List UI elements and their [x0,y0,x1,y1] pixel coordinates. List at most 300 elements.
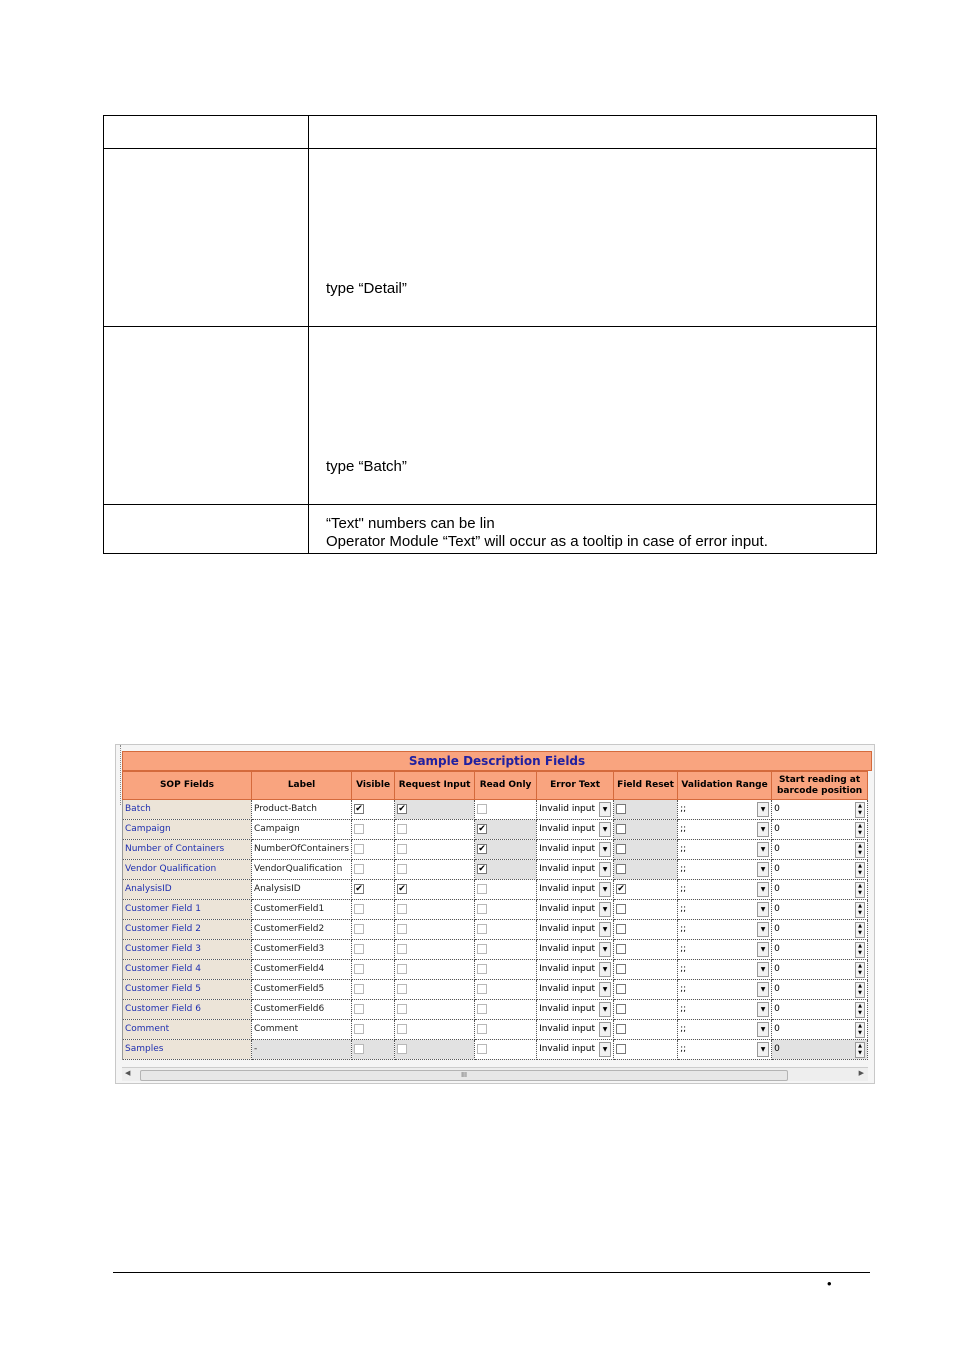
table-row [123,840,868,860]
sop-field-cell: Number of Containers [123,840,252,860]
validation-range-value: ;; [680,1004,687,1014]
table-row [123,1040,868,1060]
chevron-down-icon[interactable]: ▼ [599,922,611,937]
text-row-line-2: Operator Module “Text” will occur as a tooltip in case of error input. [326,533,768,550]
chevron-down-icon[interactable]: ▼ [599,802,611,817]
field-reset-cell [614,980,678,1000]
start-position-cell [772,1020,868,1040]
footer-rule [113,1272,870,1273]
request-input-cell [395,1020,475,1040]
start-position-value: 0 [774,904,780,914]
chevron-down-icon[interactable]: ▼ [757,802,769,817]
validation-range-value: ;; [680,884,687,894]
start-position-cell [772,1000,868,1020]
field-reset-checkbox[interactable] [616,964,626,974]
read-only-checkbox[interactable] [477,1044,487,1054]
read-only-cell [475,1040,537,1060]
field-reset-checkbox[interactable] [616,944,626,954]
visible-checkbox[interactable] [354,1044,364,1054]
table-row [123,920,868,940]
error-text-cell [537,860,614,880]
table-row [123,1000,868,1020]
read-only-cell [475,960,537,980]
field-reset-checkbox[interactable] [616,1024,626,1034]
validation-range-value: ;; [680,824,687,834]
field-reset-checkbox[interactable] [616,824,626,834]
error-text-dropdown[interactable] [539,900,611,919]
chevron-down-icon[interactable]: ▼ [757,1022,769,1037]
field-reset-checkbox[interactable] [616,904,626,914]
chevron-down-icon[interactable]: ▼ [757,1002,769,1017]
request-input-cell [395,1000,475,1020]
start-position-stepper[interactable] [774,1000,865,1019]
label-input[interactable]: - [252,1040,352,1060]
field-reset-cell [614,1000,678,1020]
spin-arrows-icon[interactable]: ▲ ▼ [855,982,865,998]
spin-arrows-icon[interactable]: ▲ ▼ [855,882,865,898]
spin-arrows-icon[interactable]: ▲ ▼ [855,862,865,878]
error-text-dropdown[interactable] [539,940,611,959]
visible-cell [352,840,395,860]
horizontal-scrollbar[interactable] [122,1067,868,1081]
grid-title: Sample Description Fields [122,751,872,771]
batch-type-text: type “Batch” [326,458,407,475]
start-position-cell [772,940,868,960]
label-input[interactable]: CustomerField1 [252,900,352,920]
start-position-stepper[interactable] [774,1040,865,1059]
visible-checkbox[interactable] [354,924,364,934]
validation-range-value: ;; [680,924,687,934]
error-text-cell [537,840,614,860]
chevron-down-icon[interactable]: ▼ [599,882,611,897]
chevron-down-icon[interactable]: ▼ [599,822,611,837]
start-position-stepper[interactable] [774,900,865,919]
validation-range-value: ;; [680,984,687,994]
sop-field-cell: Vendor Qualification [123,860,252,880]
visible-checkbox[interactable] [354,944,364,954]
start-position-stepper[interactable] [774,920,865,939]
visible-cell [352,800,395,820]
header-cell-2 [309,116,877,149]
sop-field-cell: Samples [123,1040,252,1060]
visible-cell [352,900,395,920]
field-reset-checkbox[interactable]: ✔ [617,883,625,894]
text-row [104,505,877,554]
column-header[interactable]: Visible [352,772,395,800]
request-input-cell [395,960,475,980]
error-text-dropdown[interactable] [539,840,611,859]
field-reset-cell [614,1040,678,1060]
read-only-cell [475,880,537,900]
field-reset-cell [614,820,678,840]
read-only-cell [475,860,537,880]
spin-arrows-icon[interactable]: ▲ ▼ [855,902,865,918]
request-input-checkbox[interactable] [397,844,407,854]
error-text-dropdown[interactable] [539,860,611,879]
error-text-cell [537,920,614,940]
spin-arrows-icon[interactable]: ▲ ▼ [855,822,865,838]
request-input-cell [395,940,475,960]
chevron-down-icon[interactable]: ▼ [757,942,769,957]
label-input[interactable]: CustomerField3 [252,940,352,960]
error-text-dropdown[interactable] [539,1020,611,1039]
request-input-checkbox[interactable] [397,1044,407,1054]
request-input-checkbox[interactable] [397,984,407,994]
start-position-cell [772,900,868,920]
start-position-stepper[interactable] [774,820,865,839]
visible-checkbox[interactable] [354,824,364,834]
validation-range-dropdown[interactable] [680,940,769,959]
sop-field-cell: Customer Field 4 [123,960,252,980]
start-position-value: 0 [774,944,780,954]
validation-range-cell [678,1000,772,1020]
request-input-checkbox[interactable] [397,904,407,914]
read-only-checkbox[interactable]: ✔ [478,823,486,834]
table-row [123,820,868,840]
spin-arrows-icon[interactable]: ▲ ▼ [855,922,865,938]
visible-checkbox[interactable]: ✔ [355,803,363,814]
spin-arrows-icon[interactable]: ▲ ▼ [855,802,865,818]
column-header[interactable]: Start reading at barcode position [772,772,868,800]
request-input-checkbox[interactable]: ✔ [398,803,406,814]
visible-checkbox[interactable] [354,864,364,874]
error-text-value: Invalid input [539,824,596,834]
field-reset-cell [614,920,678,940]
chevron-down-icon[interactable]: ▼ [757,862,769,877]
table-row [123,980,868,1000]
start-position-stepper[interactable] [774,860,865,879]
start-position-cell [772,960,868,980]
start-position-stepper[interactable] [774,960,865,979]
error-text-dropdown[interactable] [539,820,611,839]
sop-field-cell: Customer Field 3 [123,940,252,960]
chevron-down-icon[interactable]: ▼ [599,902,611,917]
field-reset-checkbox[interactable] [616,984,626,994]
chevron-down-icon[interactable]: ▼ [599,1022,611,1037]
validation-range-dropdown[interactable] [680,960,769,979]
spin-arrows-icon[interactable]: ▲ ▼ [855,1022,865,1038]
field-reset-cell [614,1020,678,1040]
error-text-value: Invalid input [539,1004,596,1014]
column-header[interactable]: Error Text [537,772,614,800]
validation-range-value: ;; [680,904,687,914]
field-reset-checkbox[interactable] [616,924,626,934]
error-text-cell [537,940,614,960]
start-position-stepper[interactable] [774,940,865,959]
read-only-checkbox[interactable] [477,964,487,974]
error-text-value: Invalid input [539,984,596,994]
start-position-value: 0 [774,864,780,874]
validation-range-dropdown[interactable] [680,900,769,919]
visible-checkbox[interactable] [354,964,364,974]
read-only-checkbox[interactable] [477,924,487,934]
error-text-value: Invalid input [539,1044,596,1054]
chevron-down-icon[interactable]: ▼ [599,862,611,877]
validation-range-value: ;; [680,804,687,814]
validation-range-value: ;; [680,964,687,974]
error-text-dropdown[interactable] [539,980,611,999]
scroll-thumb[interactable]: III [140,1070,788,1081]
error-text-value: Invalid input [539,904,596,914]
read-only-cell [475,980,537,1000]
table-row [123,860,868,880]
validation-range-dropdown[interactable] [680,920,769,939]
error-text-dropdown[interactable] [539,1040,611,1059]
table-header-row [104,116,877,149]
table-row [123,1020,868,1040]
read-only-checkbox[interactable] [477,1004,487,1014]
start-position-value: 0 [774,984,780,994]
label-input[interactable]: Comment [252,1020,352,1040]
spin-arrows-icon[interactable]: ▲ ▼ [855,1042,865,1058]
spin-arrows-icon[interactable]: ▲ ▼ [855,1002,865,1018]
validation-range-cell [678,940,772,960]
chevron-down-icon[interactable]: ▼ [757,962,769,977]
start-position-value: 0 [774,884,780,894]
label-input[interactable]: CustomerField6 [252,1000,352,1020]
start-position-value: 0 [774,804,780,814]
read-only-cell [475,900,537,920]
label-input[interactable]: CustomerField2 [252,920,352,940]
header-cell-1 [104,116,309,149]
request-input-checkbox[interactable] [397,944,407,954]
validation-range-dropdown[interactable] [680,820,769,839]
start-position-cell [772,880,868,900]
label-input[interactable]: AnalysisID [252,880,352,900]
read-only-checkbox[interactable] [477,1024,487,1034]
read-only-cell [475,940,537,960]
field-reset-cell [614,840,678,860]
chevron-down-icon[interactable]: ▼ [757,922,769,937]
table-row [123,800,868,820]
error-text-dropdown[interactable] [539,920,611,939]
text-row-line-1: “Text" numbers can be lin [326,515,495,532]
start-position-value: 0 [774,1004,780,1014]
field-reset-checkbox[interactable] [616,804,626,814]
read-only-checkbox[interactable]: ✔ [478,863,486,874]
error-text-dropdown[interactable] [539,960,611,979]
scroll-right-icon[interactable]: ▶ [858,1070,864,1077]
validation-range-value: ;; [680,844,687,854]
read-only-cell [475,1020,537,1040]
spin-arrows-icon[interactable]: ▲ ▼ [855,962,865,978]
validation-range-value: ;; [680,1044,687,1054]
chevron-down-icon[interactable]: ▼ [757,822,769,837]
visible-cell [352,1020,395,1040]
start-position-value: 0 [774,964,780,974]
start-position-value: 0 [774,824,780,834]
sop-field-cell: Customer Field 2 [123,920,252,940]
chevron-down-icon[interactable]: ▼ [757,902,769,917]
validation-range-cell [678,980,772,1000]
validation-range-dropdown[interactable] [680,800,769,819]
request-input-checkbox[interactable] [397,864,407,874]
column-header[interactable]: Field Reset [614,772,678,800]
table-row [123,880,868,900]
validation-range-dropdown[interactable] [680,980,769,999]
chevron-down-icon[interactable]: ▼ [757,882,769,897]
visible-cell [352,940,395,960]
spin-arrows-icon[interactable]: ▲ ▼ [855,842,865,858]
read-only-checkbox[interactable]: ✔ [478,843,486,854]
sample-fields-grid [122,771,868,1060]
read-only-checkbox[interactable] [477,944,487,954]
table-row [123,900,868,920]
sop-field-cell: AnalysisID [123,880,252,900]
validation-range-dropdown[interactable] [680,1040,769,1059]
validation-range-dropdown[interactable] [680,1000,769,1019]
spin-arrows-icon[interactable]: ▲ ▼ [855,942,865,958]
field-reset-cell [614,960,678,980]
request-input-cell [395,840,475,860]
start-position-cell [772,860,868,880]
visible-checkbox[interactable] [354,1004,364,1014]
detail-row [104,149,877,327]
read-only-cell [475,920,537,940]
validation-range-cell [678,840,772,860]
validation-range-dropdown[interactable] [680,840,769,859]
grid-header-row [123,772,868,800]
validation-range-dropdown[interactable] [680,880,769,899]
chevron-down-icon[interactable]: ▼ [599,962,611,977]
validation-range-cell [678,900,772,920]
error-text-value: Invalid input [539,844,596,854]
request-input-checkbox[interactable]: ✔ [398,883,406,894]
chevron-down-icon[interactable]: ▼ [599,982,611,997]
start-position-cell [772,1040,868,1060]
error-text-cell [537,820,614,840]
visible-checkbox[interactable] [354,904,364,914]
visible-cell [352,920,395,940]
error-text-cell [537,960,614,980]
start-position-cell [772,800,868,820]
label-input[interactable]: CustomerField4 [252,960,352,980]
visible-checkbox[interactable]: ✔ [355,883,363,894]
request-input-checkbox[interactable] [397,824,407,834]
field-reset-cell [614,880,678,900]
field-reset-checkbox[interactable] [616,1044,626,1054]
field-reset-checkbox[interactable] [616,1004,626,1014]
chevron-down-icon[interactable]: ▼ [757,842,769,857]
table-row [123,960,868,980]
chevron-down-icon[interactable]: ▼ [757,1042,769,1057]
validation-range-value: ;; [680,1024,687,1034]
read-only-cell [475,840,537,860]
sop-field-cell: Comment [123,1020,252,1040]
request-input-checkbox[interactable] [397,924,407,934]
validation-range-cell [678,1040,772,1060]
error-text-value: Invalid input [539,884,596,894]
validation-range-dropdown[interactable] [680,1020,769,1039]
request-input-checkbox[interactable] [397,964,407,974]
table-row [123,940,868,960]
read-only-checkbox[interactable] [477,884,487,894]
error-text-cell [537,1020,614,1040]
detail-row-name-cell [104,149,309,327]
error-text-value: Invalid input [539,944,596,954]
visible-cell [352,960,395,980]
start-position-stepper[interactable] [774,1020,865,1039]
label-input[interactable]: CustomerField5 [252,980,352,1000]
error-text-cell [537,980,614,1000]
start-position-stepper[interactable] [774,980,865,999]
field-reset-cell [614,800,678,820]
column-header[interactable]: Read Only [475,772,537,800]
error-text-cell [537,900,614,920]
error-text-cell [537,1000,614,1020]
label-input[interactable]: VendorQualification [252,860,352,880]
panel-edge [116,745,121,805]
detail-type-text: type “Detail” [326,280,407,297]
field-reset-cell [614,940,678,960]
error-text-value: Invalid input [539,964,596,974]
request-input-checkbox[interactable] [397,1004,407,1014]
error-text-value: Invalid input [539,924,596,934]
column-header[interactable]: Request Input [395,772,475,800]
sop-field-cell: Customer Field 6 [123,1000,252,1020]
error-text-dropdown[interactable] [539,1000,611,1019]
column-header[interactable]: Label [252,772,352,800]
field-reset-checkbox[interactable] [616,844,626,854]
read-only-checkbox[interactable] [477,984,487,994]
validation-range-cell [678,1020,772,1040]
chevron-down-icon[interactable]: ▼ [757,982,769,997]
chevron-down-icon[interactable]: ▼ [599,1002,611,1017]
validation-range-dropdown[interactable] [680,860,769,879]
scroll-left-icon[interactable]: ◀ [125,1070,131,1077]
start-position-stepper[interactable] [774,840,865,859]
request-input-cell [395,1040,475,1060]
error-text-cell [537,880,614,900]
start-position-stepper[interactable] [774,880,865,899]
sop-field-cell: Batch [123,800,252,820]
column-header[interactable]: SOP Fields [123,772,252,800]
chevron-down-icon[interactable]: ▼ [599,942,611,957]
request-input-cell [395,980,475,1000]
visible-cell [352,1000,395,1020]
read-only-checkbox[interactable] [477,904,487,914]
error-text-value: Invalid input [539,1024,596,1034]
visible-cell [352,820,395,840]
start-position-cell [772,980,868,1000]
field-reset-checkbox[interactable] [616,864,626,874]
request-input-checkbox[interactable] [397,1024,407,1034]
chevron-down-icon[interactable]: ▼ [599,842,611,857]
label-input[interactable]: NumberOfContainers [252,840,352,860]
start-position-value: 0 [774,844,780,854]
request-input-cell [395,900,475,920]
validation-range-cell [678,880,772,900]
error-text-dropdown[interactable] [539,880,611,899]
start-position-stepper[interactable] [774,800,865,819]
read-only-checkbox[interactable] [477,804,487,814]
validation-range-value: ;; [680,864,687,874]
text-row-desc-cell [309,505,877,554]
label-input[interactable]: Product-Batch [252,800,352,820]
label-input[interactable]: Campaign [252,820,352,840]
visible-checkbox[interactable] [354,1024,364,1034]
error-text-cell [537,1040,614,1060]
sample-description-fields-panel [115,744,875,1084]
chevron-down-icon[interactable]: ▼ [599,1042,611,1057]
visible-checkbox[interactable] [354,844,364,854]
read-only-cell [475,820,537,840]
error-text-dropdown[interactable] [539,800,611,819]
column-header[interactable]: Validation Range [678,772,772,800]
visible-checkbox[interactable] [354,984,364,994]
validation-range-cell [678,920,772,940]
read-only-cell [475,1000,537,1020]
